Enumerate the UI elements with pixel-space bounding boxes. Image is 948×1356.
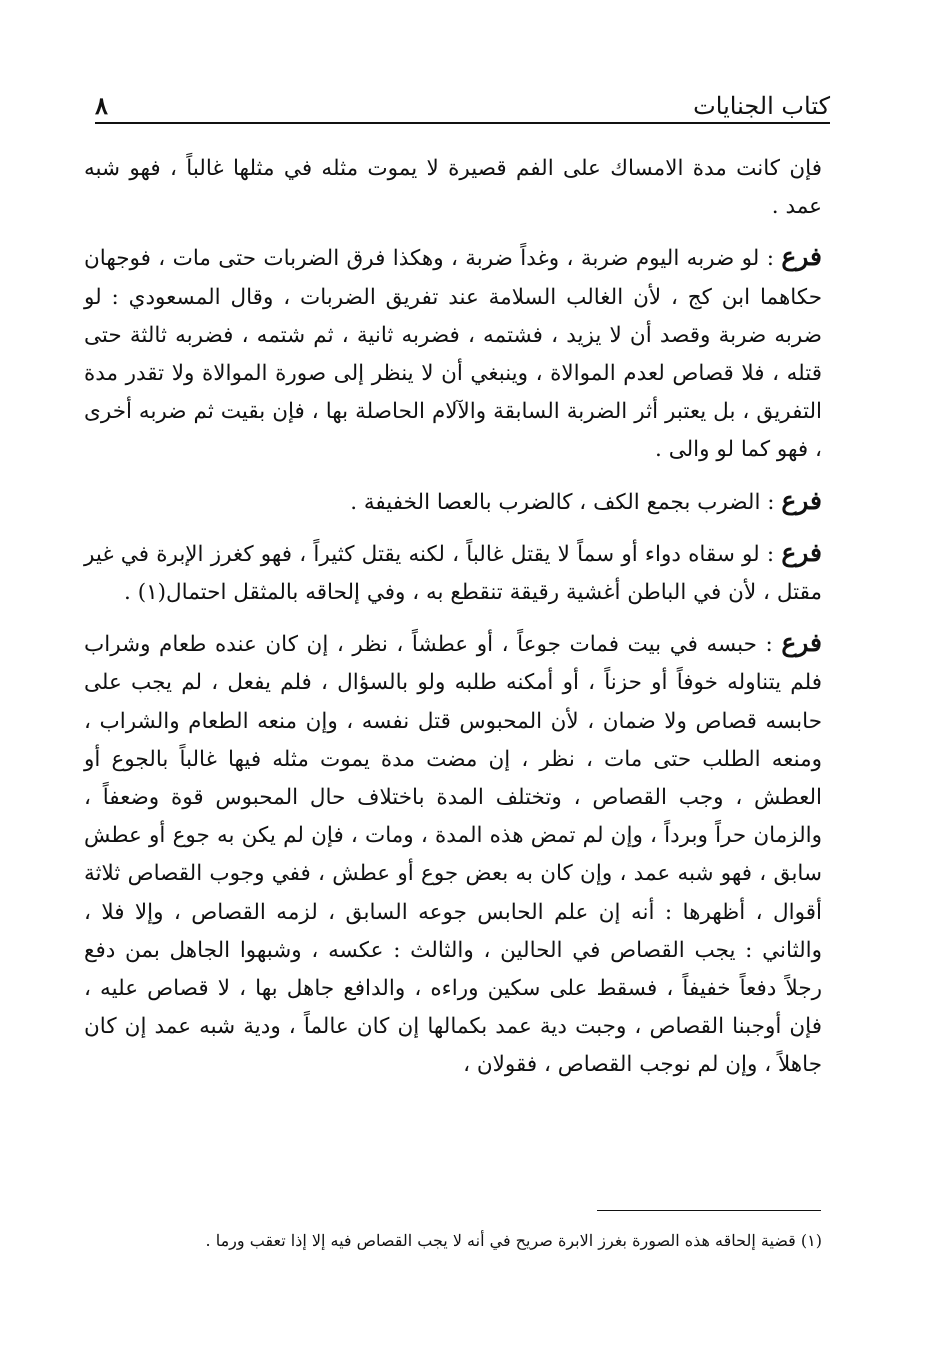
page-number: ٨ [95, 91, 108, 120]
footnote-text: قضية إلحاقه هذه الصورة بغرز الابرة صريح في أنه لا يجب القصاص فيه إلا إذا تعقب ورما . [205, 1231, 801, 1250]
header-divider [95, 122, 830, 124]
paragraph-3 [84, 482, 822, 522]
paragraph-4 [84, 534, 822, 612]
fara-label: فرع [781, 537, 822, 567]
fara-label: فرع [781, 485, 822, 515]
paragraph-2 [84, 238, 822, 469]
footnote [100, 1228, 822, 1254]
paragraph-text: : حبسه في بيت فمات جوعاً ، أو عطشاً ، نظر ، إن كان عنده طعام وشراب فلم يتناوله خوفاً أو حزناً ، أو أمكنه طلبه ولو بالسؤال ، فلم يفعل ، لم يجب على حابسه قصاص ولا ضمان ، لأن المحبوس قتل نفسه ، وإن منعه الطعام والشراب ، ومنعه الطلب حتى مات ، نظر ، إن مضت مدة يموت مثله فيها غالباً بالجوع أو العطش ، وجب القصاص ، وتختلف المدة باختلاف حال المحبوس قوة وضعفاً ، والزمان حراً وبرداً ، وإن لم تمض هذه المدة ، ومات ، فإن لم يكن به جوع أو عطش سابق ، فهو شبه عمد ، وإن كان به بعض جوع أو عطش ، ففي وجوب القصاص ثلاثة أقوال ، أظهرها : أنه إن علم الحابس جوعه السابق ، لزمه القصاص ، وإلا فلا ، والثاني : يجب القصاص في الحالين ، والثالث : عكسه ، وشبهوا الجاهل بمن دفع رجلاً دفعاً خفيفاً ، فسقط على سكين وراءه ، والدافع جاهل بها ، لا قصاص عليه ، فإن أوجبنا القصاص ، وجبت دية عمد بكمالها إن كان عالماً ، ودية شبه عمد إن كان جاهلاً ، وإن لم نوجب القصاص ، فقولان ، [84, 632, 822, 1078]
footnote-divider [597, 1210, 821, 1211]
paragraph-text: : لو سقاه دواء أو سماً لا يقتل غالباً ، لكنه يقتل كثيراً ، فهو كغرز الإبرة في غير مقتل ، لأن في الباطن أغشية رقيقة تنقطع به ، وفي إلحاقه بالمثقل احتمال(١) . [84, 541, 822, 606]
fara-label: فرع [781, 242, 822, 272]
fara-label: فرع [781, 628, 822, 658]
main-text [84, 150, 822, 1097]
paragraph-1 [84, 150, 822, 226]
paragraph-text: : الضرب بجمع الكف ، كالضرب بالعصا الخفيفة . [350, 489, 782, 515]
footnote-marker: (١) [800, 1231, 822, 1250]
paragraph-text: : لو ضربه اليوم ضربة ، وغداً ضربة ، وهكذا فرق الضربات حتى مات ، فوجهان حكاهما ابن كج ، لأن الغالب السلامة عند تفريق الضربات ، وقال المسعودي : لو ضربه ضربة وقصد أن لا يزيد ، فشتمه ، فضربه ثانية ، ثم شتمه ، فضربه ثالثة حتى قتله ، فلا قصاص لعدم الموالاة ، وينبغي أن لا ينظر إلى صورة الموالاة ولا تقدر مدة التفريق ، بل يعتبر أثر الضربة السابقة والآلام الحاصلة بها ، فإن بقيت ثم ضربه أخرى ، فهو كما لو والى . [84, 246, 822, 463]
running-title: كتاب الجنايات [693, 92, 830, 120]
paragraph-5 [84, 624, 822, 1084]
paragraph-text: فإن كانت مدة الامساك على الفم قصيرة لا يموت مثله في مثلها غالباً ، فهو شبه عمد . [84, 156, 822, 220]
page-header [95, 80, 830, 120]
